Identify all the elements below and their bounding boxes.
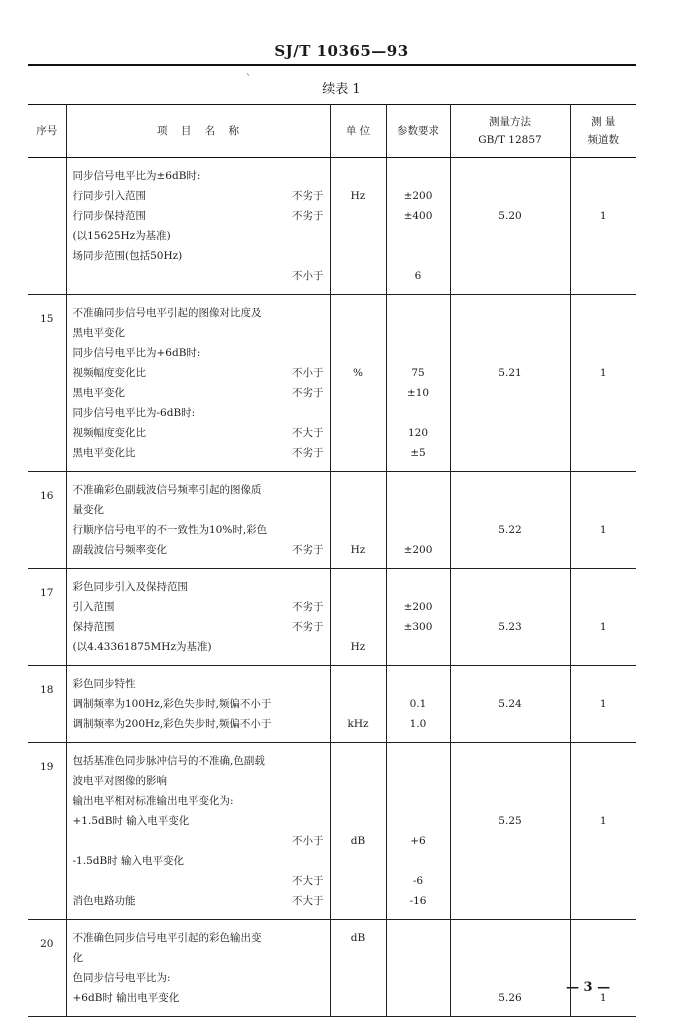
item-line: 行同步保持范围 不劣于 — [67, 206, 330, 226]
param-value: -6 — [412, 875, 424, 887]
channel-count-cell — [570, 295, 636, 472]
qualifier: 不劣于 — [292, 544, 324, 556]
header-rule — [28, 64, 636, 66]
header-unit: 单 位 — [330, 105, 386, 158]
unit-cell — [330, 920, 386, 1017]
row-number: 19 — [28, 743, 66, 920]
param-value: ±10 — [406, 387, 430, 399]
item-line: 黑电平变化 — [72, 327, 125, 339]
qualifier: 不小于 — [292, 367, 324, 379]
document-header: SJ/T 10365—93 — [274, 42, 409, 60]
method-cell — [450, 158, 570, 295]
channel-count-cell — [570, 569, 636, 666]
param-cell — [386, 920, 450, 1017]
param-value — [387, 771, 450, 791]
channel-count-value: 1 — [599, 621, 607, 633]
header-param: 参数要求 — [386, 105, 450, 158]
item-line: -1.5dB时 输入电平变化 — [72, 855, 185, 867]
method-cell — [450, 472, 570, 569]
channel-count-cell — [570, 472, 636, 569]
spec-table — [28, 104, 636, 1017]
table-header-row — [28, 105, 636, 158]
channel-count-value: 1 — [599, 367, 607, 379]
channel-count-value: 1 — [599, 524, 607, 536]
param-cell — [386, 569, 450, 666]
unit-cell — [330, 472, 386, 569]
param-value: 75 — [411, 367, 425, 379]
channel-count-cell — [570, 666, 636, 743]
item-line: 调制频率为200Hz,彩色失步时,频偏不小于 — [72, 718, 272, 730]
channel-count-value: 1 — [599, 815, 607, 827]
qualifier: 不大于 — [292, 895, 324, 907]
param-value — [387, 637, 450, 657]
method-cell — [450, 743, 570, 920]
param-value: 1.0 — [409, 718, 427, 730]
unit-cell — [330, 569, 386, 666]
param-value — [387, 520, 450, 540]
param-value: -16 — [409, 895, 427, 907]
qualifier: 不小于 — [292, 270, 324, 282]
param-value: ±300 — [403, 621, 433, 633]
unit-value: dB — [350, 932, 366, 944]
item-line: (以4.43361875MHz为基准) — [72, 641, 212, 653]
param-cell — [386, 295, 450, 472]
table-row — [28, 743, 636, 920]
item-line: 输出电平相对标准输出电平变化为: — [72, 795, 234, 807]
param-value — [387, 343, 450, 363]
item-line: 同步信号电平比为+6dB时: — [72, 347, 201, 359]
item-line: 不准确同步信号电平引起的图像对比度及 — [72, 307, 262, 319]
item-line: 色同步信号电平比为: — [72, 972, 171, 984]
param-value — [387, 480, 450, 500]
param-value — [387, 166, 450, 186]
item-line: 包括基准色同步脉冲信号的不准确,色副载 — [72, 755, 265, 767]
method-value: 5.25 — [498, 815, 522, 827]
table-row — [28, 158, 636, 295]
item-line: 量变化 — [72, 504, 104, 516]
item-line: 视频幅度变化比 不小于 — [67, 363, 330, 383]
channel-count-value: 1 — [599, 992, 607, 1004]
param-cell — [386, 472, 450, 569]
channel-count-cell — [570, 920, 636, 1017]
param-value: ±400 — [403, 210, 433, 222]
param-value — [387, 968, 450, 988]
item-line: 视频幅度变化比 不大于 — [67, 423, 330, 443]
param-value — [387, 811, 450, 831]
param-value — [387, 791, 450, 811]
method-cell — [450, 295, 570, 472]
unit-cell — [330, 743, 386, 920]
method-value: 5.24 — [498, 698, 522, 710]
param-value: +6 — [410, 835, 426, 847]
item-name-cell — [66, 295, 330, 472]
item-line: 保持范围 不劣于 — [67, 617, 330, 637]
unit-value: Hz — [350, 544, 366, 556]
header-name: 项 目 名 称 — [66, 105, 330, 158]
param-value — [387, 948, 450, 968]
item-line: 化 — [72, 952, 83, 964]
table-row — [28, 472, 636, 569]
item-line: 黑电平变化 不劣于 — [67, 383, 330, 403]
item-line — [67, 831, 330, 851]
header-count: 测 量 频道数 — [570, 105, 636, 158]
channel-count-value: 1 — [599, 698, 607, 710]
param-value — [387, 246, 450, 266]
row-number — [28, 158, 66, 295]
item-line: 消色电路功能 不大于 — [67, 891, 330, 911]
qualifier: 不劣于 — [292, 190, 324, 202]
param-value: ±200 — [403, 190, 433, 202]
method-value: 5.20 — [498, 210, 522, 222]
table-row — [28, 920, 636, 1017]
item-line: 场同步范围(包括50Hz) — [72, 250, 183, 262]
method-cell — [450, 569, 570, 666]
qualifier: 不劣于 — [292, 447, 324, 459]
header-method: 测量方法 GB/T 12857 — [450, 105, 570, 158]
method-value: 5.21 — [498, 367, 522, 379]
method-cell — [450, 666, 570, 743]
method-value: 5.23 — [498, 621, 522, 633]
param-value: 6 — [414, 270, 422, 282]
item-line: 黑电平变化比 不劣于 — [67, 443, 330, 463]
qualifier: 不劣于 — [292, 621, 324, 633]
param-value — [387, 323, 450, 343]
unit-cell — [330, 666, 386, 743]
item-name-cell — [66, 158, 330, 295]
item-name-cell — [66, 472, 330, 569]
param-value — [387, 577, 450, 597]
param-cell — [386, 666, 450, 743]
item-line: +1.5dB时 输入电平变化 — [72, 815, 190, 827]
param-value — [387, 226, 450, 246]
item-name-cell — [66, 920, 330, 1017]
param-value — [387, 303, 450, 323]
table-row — [28, 295, 636, 472]
param-cell — [386, 158, 450, 295]
item-line: 彩色同步特性 — [72, 678, 136, 690]
row-number: 20 — [28, 920, 66, 1017]
scan-mark: ` — [246, 74, 251, 85]
param-value: 0.1 — [409, 698, 427, 710]
page-number: — 3 — — [566, 980, 611, 995]
item-line: 彩色同步引入及保持范围 — [72, 581, 188, 593]
item-line: 同步信号电平比为-6dB时: — [72, 407, 196, 419]
param-cell — [386, 743, 450, 920]
method-value: 5.22 — [498, 524, 522, 536]
item-line: 波电平对图像的影响 — [72, 775, 167, 787]
param-value: ±200 — [403, 601, 433, 613]
item-line: 行同步引入范围 不劣于 — [67, 186, 330, 206]
item-line: 不准确彩色副载波信号频率引起的图像质 — [72, 484, 262, 496]
table-caption: 续表 1 — [322, 82, 361, 97]
item-name-cell — [66, 569, 330, 666]
param-value — [387, 751, 450, 771]
param-value — [387, 851, 450, 871]
item-line — [67, 871, 330, 891]
qualifier: 不大于 — [292, 427, 324, 439]
row-number: 17 — [28, 569, 66, 666]
item-line: 不准确色同步信号电平引起的彩色输出变 — [72, 932, 262, 944]
unit-value: dB — [350, 835, 366, 847]
table-row — [28, 666, 636, 743]
param-value: ±200 — [403, 544, 433, 556]
qualifier: 不劣于 — [292, 387, 324, 399]
item-line — [67, 266, 330, 286]
unit-value: kHz — [347, 718, 369, 730]
param-value: ±5 — [410, 447, 426, 459]
row-number: 15 — [28, 295, 66, 472]
row-number: 18 — [28, 666, 66, 743]
param-value — [387, 988, 450, 1008]
method-value: 5.26 — [498, 992, 522, 1004]
unit-value: Hz — [350, 641, 366, 653]
row-number: 16 — [28, 472, 66, 569]
param-value — [387, 500, 450, 520]
item-line: 引入范围 不劣于 — [67, 597, 330, 617]
item-line: +6dB时 输出电平变化 — [72, 992, 180, 1004]
item-line: 调制频率为100Hz,彩色失步时,频偏不小于 — [72, 698, 272, 710]
unit-cell — [330, 295, 386, 472]
param-value — [387, 928, 450, 948]
table-row — [28, 569, 636, 666]
unit-value: Hz — [350, 190, 366, 202]
item-line: 副载波信号频率变化 不劣于 — [67, 540, 330, 560]
item-line: 同步信号电平比为±6dB时: — [72, 170, 201, 182]
method-cell — [450, 920, 570, 1017]
unit-value: % — [353, 367, 363, 379]
item-line: (以15625Hz为基准) — [72, 230, 171, 242]
qualifier: 不劣于 — [292, 210, 324, 222]
param-value: 120 — [407, 427, 429, 439]
qualifier: 不劣于 — [292, 601, 324, 613]
item-line: 行顺序信号电平的不一致性为10%时,彩色 — [72, 524, 268, 536]
channel-count-cell — [570, 158, 636, 295]
header-no: 序号 — [28, 105, 66, 158]
param-value — [387, 674, 450, 694]
channel-count-value: 1 — [599, 210, 607, 222]
qualifier: 不小于 — [292, 835, 324, 847]
param-value — [387, 403, 450, 423]
item-name-cell — [66, 666, 330, 743]
unit-cell — [330, 158, 386, 295]
item-name-cell — [66, 743, 330, 920]
channel-count-cell — [570, 743, 636, 920]
qualifier: 不大于 — [292, 875, 324, 887]
